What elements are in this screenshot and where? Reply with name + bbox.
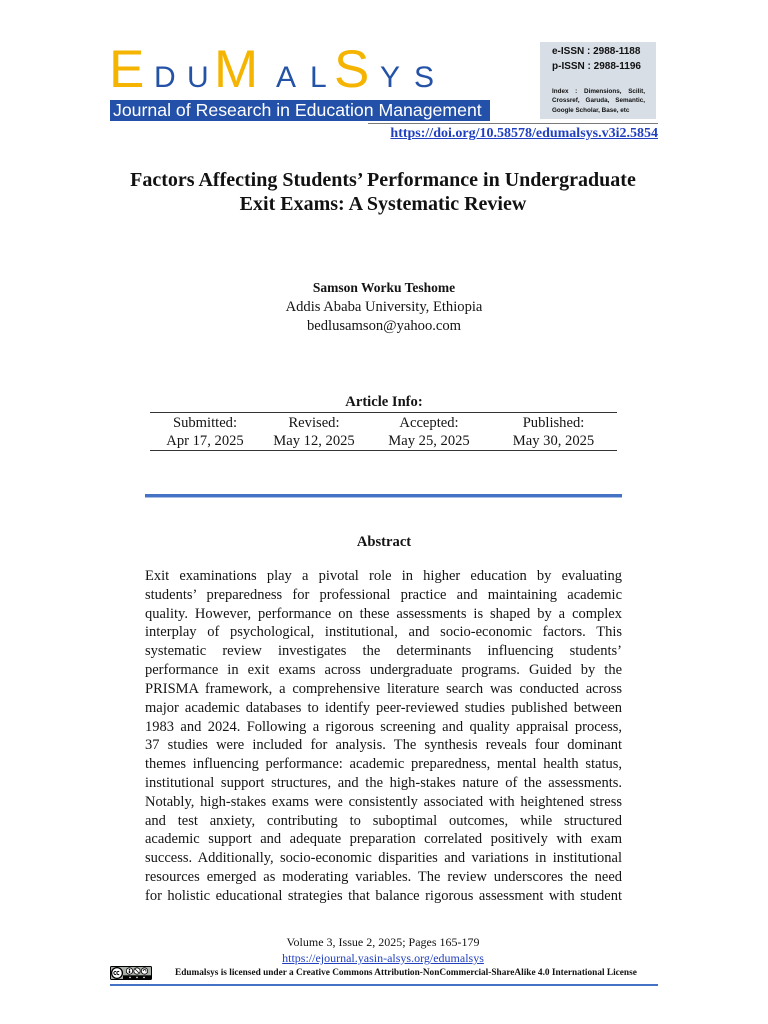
cc-by-nc-sa-icon[interactable]	[110, 966, 152, 980]
article-title-line: Factors Affecting Students’ Performance in Undergraduate	[130, 169, 636, 191]
section-divider	[145, 494, 622, 497]
abstract-line: 37 studies were included for analysis. The synthesis reveals four dominant	[145, 737, 622, 754]
header-divider	[368, 123, 658, 124]
date-label: Published:	[522, 415, 585, 431]
indexing-line: Crossref, Garuda, Semantic,	[552, 97, 645, 105]
logo-letter: L	[310, 60, 327, 94]
logo-letter: A	[276, 60, 297, 94]
abstract-line: and test anxiety, contributing to suboptimal outcomes, while structured	[145, 812, 622, 829]
date-label: Revised:	[288, 415, 340, 431]
journal-url-line	[0, 951, 766, 965]
date-published	[490, 414, 617, 450]
abstract-line: systematic review investigates the determinants influencing students’	[145, 643, 622, 660]
date-label: Accepted:	[399, 415, 459, 431]
abstract-line: major academic databases to identify peer-reviewed studies published between	[145, 699, 622, 716]
date-accepted	[368, 414, 490, 450]
abstract-line: Notably, high-stakes exams were consistently associated with heightened stress	[145, 793, 622, 810]
logo-letter: D	[154, 60, 176, 94]
abstract-line: performance in exit exams across undergraduate programs. Guided by the	[145, 662, 622, 679]
date-value: Apr 17, 2025	[166, 433, 244, 449]
issn-info-box	[540, 42, 656, 119]
date-value: May 25, 2025	[388, 433, 470, 449]
author-block	[0, 278, 768, 337]
abstract-line: PRISMA framework, a comprehensive literature search was conducted across	[145, 680, 622, 697]
date-submitted	[150, 414, 260, 450]
date-value: May 30, 2025	[512, 433, 595, 449]
logo-letter: E	[109, 40, 145, 99]
abstract-line: 1983 and 2024. Following a rigorous screening and quality appraisal process,	[145, 718, 622, 735]
footer-divider	[110, 984, 658, 986]
date-revised	[260, 414, 368, 450]
license-statement: Edumalsys is licensed under a Creative Commons Attribution-NonCommercial-ShareAlike 4.0 International License	[175, 968, 637, 978]
logo-letter: Y	[380, 60, 401, 94]
indexing-list	[552, 87, 645, 115]
abstract-text	[145, 567, 622, 906]
volume-issue-pages: Volume 3, Issue 2, 2025; Pages 165-179	[286, 935, 480, 949]
abstract-line: success. Additionally, socio-economic disparities and variations in institutional	[145, 850, 622, 867]
abstract-line: academic support and adequate preparation correlated positively with exam	[145, 831, 622, 848]
article-title-line: Exit Exams: A Systematic Review	[239, 193, 527, 215]
logo-letter: S	[334, 40, 370, 99]
p-issn: p-ISSN : 2988-1196	[552, 61, 641, 72]
abstract-line: quality. However, performance on these assessments is shaped by a complex	[145, 605, 622, 622]
author-name: Samson Worku Teshome	[312, 280, 456, 295]
journal-url-link[interactable]: https://ejournal.yasin-alsys.org/edumalsys	[282, 951, 484, 965]
author-affiliation: Addis Ababa University, Ethiopia	[285, 298, 483, 315]
indexing-line: Google Scholar, Base, etc	[552, 106, 630, 114]
author-email: bedlusamson@yahoo.com	[306, 318, 462, 334]
doi-link[interactable]: https://doi.org/10.58578/edumalsys.v3i2.5854	[390, 126, 658, 141]
article-title	[0, 168, 768, 216]
abstract-line: themes influencing performance: academic preparedness, mental health status,	[145, 756, 622, 773]
abstract-line: resources emerged as moderating variables. The review underscores the need	[145, 869, 622, 885]
article-info-heading: Article Info:	[345, 394, 423, 410]
abstract-line: for holistic educational strategies that balance rigorous assessment with student	[145, 887, 622, 904]
date-label: Submitted:	[172, 415, 238, 431]
date-value: May 12, 2025	[273, 433, 355, 449]
abstract-line: interplay of psychological, institutional, and socio-economic factors. This	[145, 624, 622, 641]
article-dates-table	[150, 412, 617, 451]
logo-letter: S	[414, 60, 435, 94]
logo-letter: U	[187, 60, 209, 94]
logo-letter: M	[214, 40, 259, 99]
abstract-line: institutional support structures, and the high-stakes nature of the assessments.	[145, 774, 622, 791]
e-issn: e-ISSN : 2988-1188	[552, 46, 641, 57]
journal-name-banner: Journal of Research in Education Management	[110, 100, 490, 121]
abstract-line: Exit examinations play a pivotal role in higher education by evaluating	[145, 568, 622, 584]
abstract-line: students’ preparedness for professional practice and maintaining academic	[145, 586, 622, 603]
cc-license-badge-graphic	[110, 966, 152, 980]
indexing-line: Index : Dimensions, Scilit,	[552, 88, 645, 95]
abstract-heading: Abstract	[356, 534, 412, 550]
